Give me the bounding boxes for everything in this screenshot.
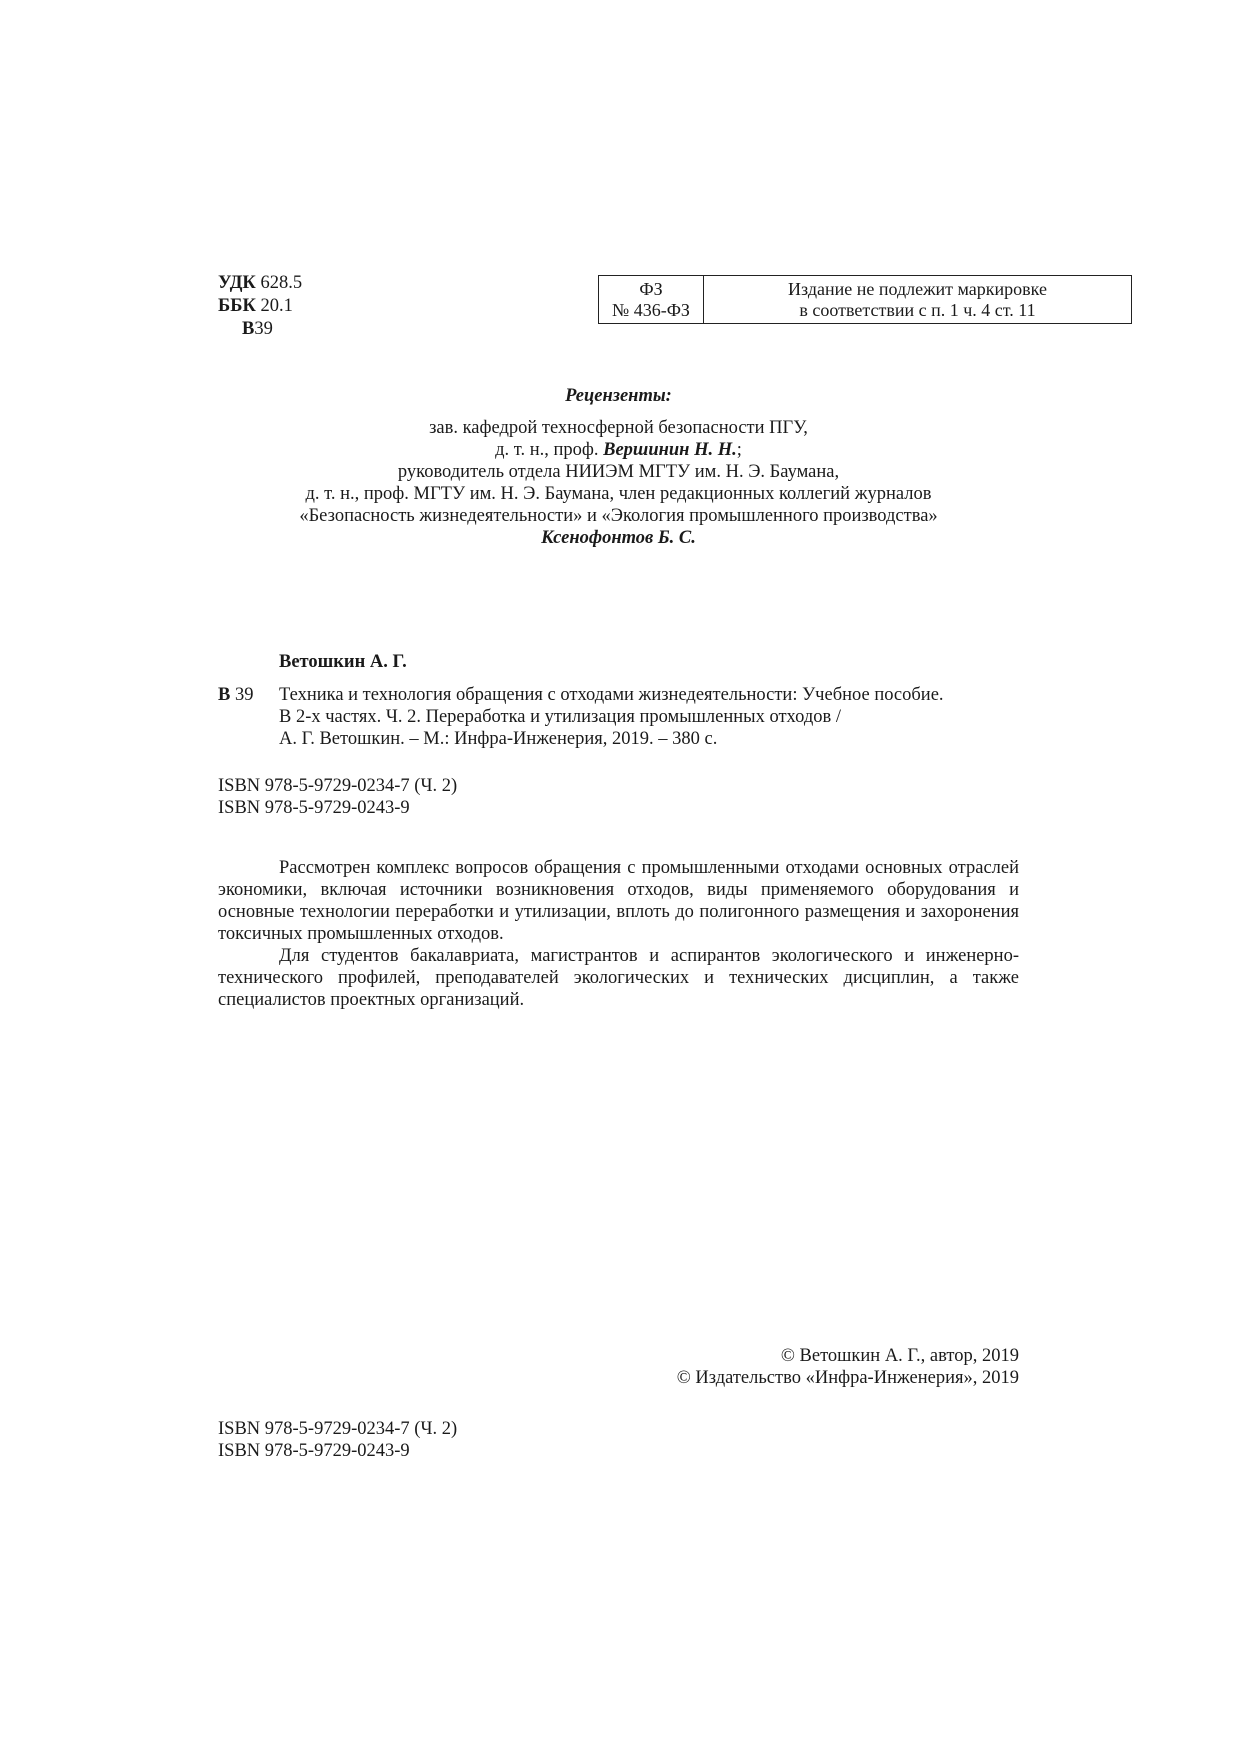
abstract-paragraph-2: Для студентов бакалавриата, магистрантов и аспирантов экологического и инженерно-технического профилей, преподавателей экологических и технических дисциплин, а также специалистов проектных организаций. (218, 946, 1019, 1010)
entry-code-number: 39 (230, 685, 254, 705)
author-mark-line (218, 318, 302, 341)
isbn-part2: ISBN 978-5-9729-0234-7 (Ч. 2) (218, 776, 458, 796)
marking-note-line2: в соответствии с п. 1 ч. 4 ст. 11 (799, 300, 1036, 320)
law-line1: ФЗ (639, 279, 663, 299)
udk-line (218, 272, 302, 295)
abstract (218, 857, 1019, 1011)
author-name: Ветошкин А. Г. (279, 652, 407, 672)
law-line2: № 436-ФЗ (612, 300, 690, 320)
marking-table (598, 275, 1132, 324)
copyright-block (600, 1345, 1019, 1389)
entry-code (218, 684, 253, 706)
reviewer2-position: руководитель отдела НИИЭМ МГТУ им. Н. Э. Баумана, (397, 462, 840, 482)
reviewer1-suffix: ; (736, 440, 742, 460)
copyright-publisher: © Издательство «Инфра-Инженерия», 2019 (676, 1368, 1019, 1388)
abstract-paragraph-1: Рассмотрен комплекс вопросов обращения с промышленными отходами основных отраслей экономики, включая источники возникновения отходов, виды применяемого оборудования и основные технологии переработки и утилизации, вплоть до полигонного размещения и захоронения токсичных промышленных отходов. (218, 858, 1019, 944)
bibliographic-entry (218, 684, 1038, 750)
udk-value: 628.5 (255, 273, 303, 293)
reviewers-block (218, 385, 1019, 549)
entry-line3: А. Г. Ветошкин. – М.: Инфра-Инженерия, 2019. – 380 с. (279, 729, 718, 749)
reviewer2-degree: д. т. н., проф. МГТУ им. Н. Э. Баумана, член редакционных коллегий журналов (305, 484, 932, 504)
reviewer1-name: Вершинин Н. Н. (603, 440, 737, 460)
reviewer1-position: зав. кафедрой техносферной безопасности ПГУ, (429, 418, 808, 438)
reviewer2-journals: «Безопасность жизнедеятельности» и «Экология промышленного производства» (299, 506, 938, 526)
author-mark-number: 39 (254, 319, 273, 339)
classification-codes (218, 272, 302, 341)
isbn-set-bottom: ISBN 978-5-9729-0243-9 (218, 1441, 410, 1461)
isbn-part2-bottom: ISBN 978-5-9729-0234-7 (Ч. 2) (218, 1419, 458, 1439)
entry-description (279, 684, 1038, 750)
udk-label: УДК (218, 273, 256, 293)
isbn-block-top (218, 775, 457, 819)
marking-note-line1: Издание не подлежит маркировке (788, 279, 1047, 299)
bbk-value: 20.1 (255, 296, 293, 316)
bbk-line (218, 295, 302, 318)
reviewer2-name: Ксенофонтов Б. С. (541, 528, 696, 548)
law-cell (599, 276, 704, 324)
entry-line2: В 2-х частях. Ч. 2. Переработка и утилизация промышленных отходов / (279, 707, 841, 727)
author-heading (279, 651, 407, 673)
reviewers-title: Рецензенты: (565, 386, 672, 406)
marking-note-cell (704, 276, 1132, 324)
entry-line1: Техника и технология обращения с отходами жизнедеятельности: Учебное пособие. (279, 685, 944, 705)
isbn-block-bottom (218, 1418, 457, 1462)
reviewer1-degree-line (218, 439, 1019, 461)
entry-code-letter: В (218, 685, 231, 705)
author-mark-letter: В (242, 319, 255, 339)
reviewer1-degree: д. т. н., проф. (495, 440, 604, 460)
isbn-set: ISBN 978-5-9729-0243-9 (218, 798, 410, 818)
bbk-label: ББК (218, 296, 256, 316)
copyright-author: © Ветошкин А. Г., автор, 2019 (780, 1346, 1019, 1366)
